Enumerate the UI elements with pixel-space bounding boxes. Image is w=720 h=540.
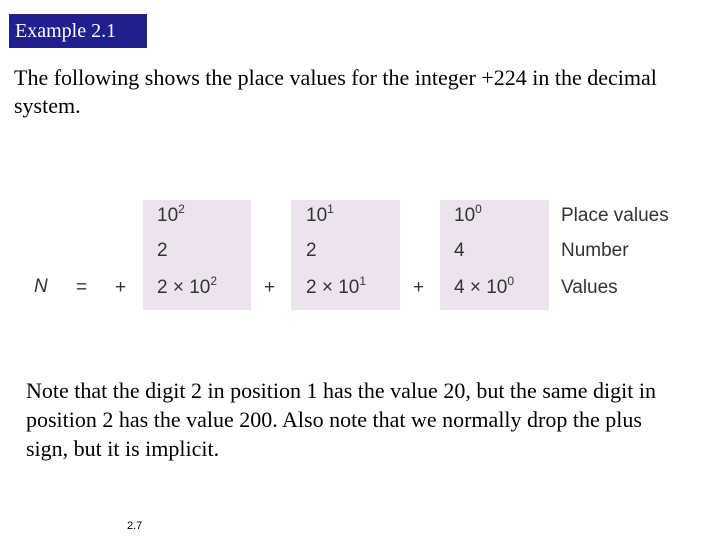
number-cell: 2 [157,240,168,261]
place-value-figure [0,196,720,316]
equals-sign: = [76,277,88,298]
row-label-values: Values [561,277,618,298]
place-value-cell: $10^0$ [454,202,482,226]
row-label-place-values: Place values [561,205,669,226]
plus-sign: + [115,277,127,298]
row-label-number: Number [561,240,629,261]
number-cell: 2 [306,240,317,261]
value-cell: $2 \times 10^2$ [157,274,218,298]
page-number: 2.7 [127,520,143,532]
intro-text: The following shows the place values for the integer +224 in the decimal system. [14,65,657,118]
number-cell: 4 [454,240,465,261]
value-cell: $2 \times 10^1$ [306,274,367,298]
value-cell: $4 \times 10^0$ [454,274,515,298]
note-text: Note that the digit 2 in position 1 has the value 20, but the same digit in position 2 has the value 200. Also note that we normally drop the plus sign, but it is implicit. [26,378,656,461]
place-value-cell: $10^2$ [157,202,185,226]
plus-sign: + [264,277,276,298]
slide-title: Example 2.1 [9,14,147,48]
variable-n: N [34,276,48,297]
place-value-cell: $10^1$ [306,202,334,226]
plus-sign: + [413,277,425,298]
